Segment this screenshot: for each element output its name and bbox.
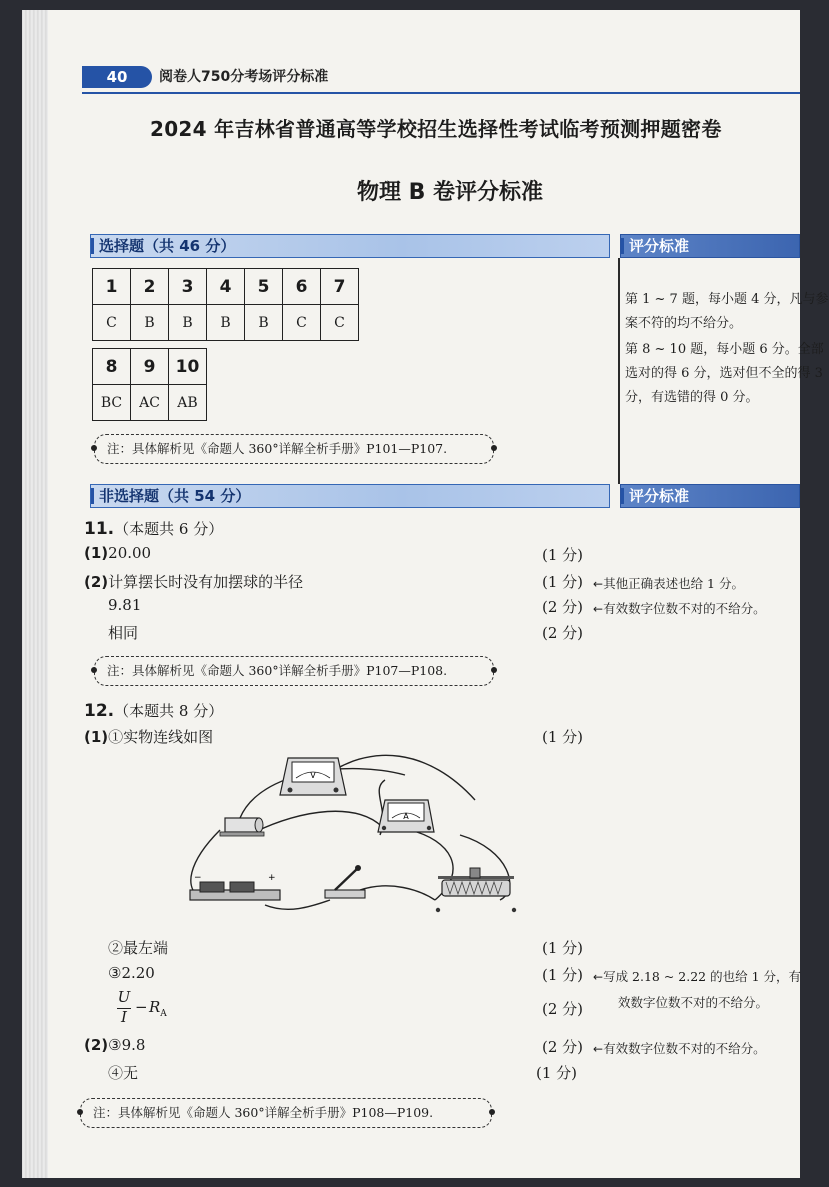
qnum-cell: 3: [169, 269, 207, 305]
q12-remark-3a: [593, 967, 801, 985]
question-number-row: [93, 349, 207, 385]
answer-text: 计算摆长时没有加摆球的半径: [108, 573, 304, 591]
answer-cell: AC: [131, 385, 169, 421]
exam-title: 2024 年吉林省普通高等学校招生选择性考试临考预测押题密卷: [150, 117, 722, 141]
qnum-cell: 4: [207, 269, 245, 305]
nonchoice-section-heading: 非选择题（共 54 分）: [90, 484, 610, 508]
column-divider: [618, 258, 620, 484]
remark-text: 其他正确表述也给 1 分。: [603, 576, 744, 591]
ammeter-label: A: [403, 812, 409, 821]
q11-remark-1: [593, 574, 744, 592]
q11-title: （本题共 6 分）: [114, 520, 224, 538]
answer-table-2: [92, 348, 207, 421]
rheostat-icon: [436, 868, 516, 912]
remark-text: 有效数字位数不对的不给分。: [603, 601, 766, 616]
q12-title: （本题共 8 分）: [114, 702, 224, 720]
q11-answer-4: [108, 622, 138, 643]
scoring-rule-line: 选对的得 6 分，选对但不全的得 3: [625, 366, 823, 381]
answer-text: ②最左端: [108, 939, 169, 957]
page-number: 40: [82, 66, 152, 88]
answer-cell: C: [321, 305, 359, 341]
scoring-rule-line: 第 8 ~ 10 题，每小题 6 分。全部: [625, 342, 824, 357]
resistor-icon: [220, 818, 264, 836]
switch-icon: [325, 865, 365, 898]
answer-text: ①实物连线如图: [108, 728, 214, 746]
choice-reference-note: 注：具体解析见《命题人 360°详解全析手册》P101—P107.: [94, 434, 494, 464]
header-rule: [82, 92, 800, 94]
q12-answer-2: [108, 937, 168, 958]
answer-cell: B: [245, 305, 283, 341]
answer-cell: C: [283, 305, 321, 341]
q12-remark-3b: 效数字位数不对的不给分。: [618, 995, 769, 1010]
q11-remark-2: [593, 599, 766, 617]
scoring-rule-line: 案不符的均不给分。: [625, 316, 743, 331]
q12-remark-5: [593, 1039, 766, 1057]
q12-answer-6: [108, 1062, 138, 1083]
circuit-diagram: [170, 740, 530, 930]
formula-ra: [149, 998, 167, 1019]
scoring-rule-line: 分，有选错的得 0 分。: [625, 390, 759, 405]
formula-r: R: [149, 998, 161, 1016]
battery-plus: +: [268, 873, 276, 883]
part-prefix: (2): [84, 1036, 109, 1054]
qnum-cell: 5: [245, 269, 283, 305]
battery-icon: [190, 873, 280, 900]
battery-minus: −: [194, 873, 202, 883]
answer-text: 20.00: [108, 544, 152, 562]
choice-section-heading: 选择题（共 46 分）: [90, 234, 610, 258]
answer-cell: B: [131, 305, 169, 341]
answer-text: 相同: [108, 624, 139, 642]
q12-header: [84, 700, 223, 721]
answer-text: ③2.20: [108, 964, 155, 982]
paper-subtitle: 物理 B 卷评分标准: [356, 180, 544, 205]
formula-denominator: I: [121, 1008, 127, 1026]
q11-answer-2: [84, 571, 303, 592]
arrow-icon: ←: [593, 577, 604, 591]
answer-cell: C: [93, 305, 131, 341]
q11-label: 11.: [84, 519, 115, 539]
part-prefix: (1): [84, 544, 109, 562]
q11-reference-note: 注：具体解析见《命题人 360°详解全析手册》P107—P108.: [94, 656, 494, 686]
points: (2 分): [542, 598, 584, 616]
qnum-cell: 7: [321, 269, 359, 305]
running-title: 阅卷人750分考场评分标准: [159, 69, 329, 85]
remark-text: 写成 2.18 ~ 2.22 的也给 1 分，有: [603, 969, 801, 984]
book-page: [22, 10, 829, 1178]
answer-text: 9.81: [108, 596, 142, 614]
q12-formula: [117, 988, 187, 1030]
answer-row: [93, 305, 359, 341]
answer-cell: AB: [169, 385, 207, 421]
ammeter-icon: [378, 800, 434, 832]
answer-row: [93, 385, 207, 421]
points: (1 分): [542, 939, 584, 957]
formula-minus: −: [135, 998, 148, 1016]
q11-answer-1: [84, 544, 151, 562]
points: (2 分): [542, 624, 584, 642]
points: (1 分): [542, 573, 584, 591]
nonchoice-scoring-heading: 评分标准: [620, 484, 800, 508]
answer-text: ③9.8: [108, 1036, 146, 1054]
answer-cell: BC: [93, 385, 131, 421]
part-prefix: (1): [84, 728, 109, 746]
question-number-row: [93, 269, 359, 305]
points: (1 分): [536, 1064, 578, 1082]
q11-header: [84, 518, 223, 539]
choice-scoring-heading: 评分标准: [620, 234, 800, 258]
answer-cell: B: [207, 305, 245, 341]
formula-r-sub: A: [160, 1009, 167, 1019]
scoring-rule-line: 第 1 ~ 7 题，每小题 4 分，凡与参: [625, 292, 829, 307]
part-prefix: (2): [84, 573, 109, 591]
q12-answer-3: [108, 964, 155, 982]
qnum-cell: 2: [131, 269, 169, 305]
voltmeter-icon: [280, 758, 346, 795]
qnum-cell: 1: [93, 269, 131, 305]
q11-answer-3: [108, 596, 141, 614]
arrow-icon: ←: [593, 1042, 604, 1056]
qnum-cell: 9: [131, 349, 169, 385]
formula-numerator: U: [117, 988, 131, 1006]
arrow-icon: ←: [593, 602, 604, 616]
q12-answer-5: [84, 1036, 145, 1054]
arrow-icon: ←: [593, 970, 604, 984]
qnum-cell: 10: [169, 349, 207, 385]
points: (2 分): [542, 1038, 584, 1056]
answer-cell: B: [169, 305, 207, 341]
points: (1 分): [542, 546, 584, 564]
qnum-cell: 6: [283, 269, 321, 305]
points: (1 分): [542, 966, 584, 984]
answer-text: ④无: [108, 1064, 139, 1082]
voltmeter-label: V: [310, 771, 316, 780]
points: (1 分): [542, 728, 584, 746]
remark-text: 有效数字位数不对的不给分。: [603, 1041, 766, 1056]
answer-table-1: [92, 268, 359, 341]
q12-reference-note: 注：具体解析见《命题人 360°详解全析手册》P108—P109.: [80, 1098, 492, 1128]
qnum-cell: 8: [93, 349, 131, 385]
q12-label: 12.: [84, 701, 115, 721]
points: (2 分): [542, 1000, 584, 1018]
